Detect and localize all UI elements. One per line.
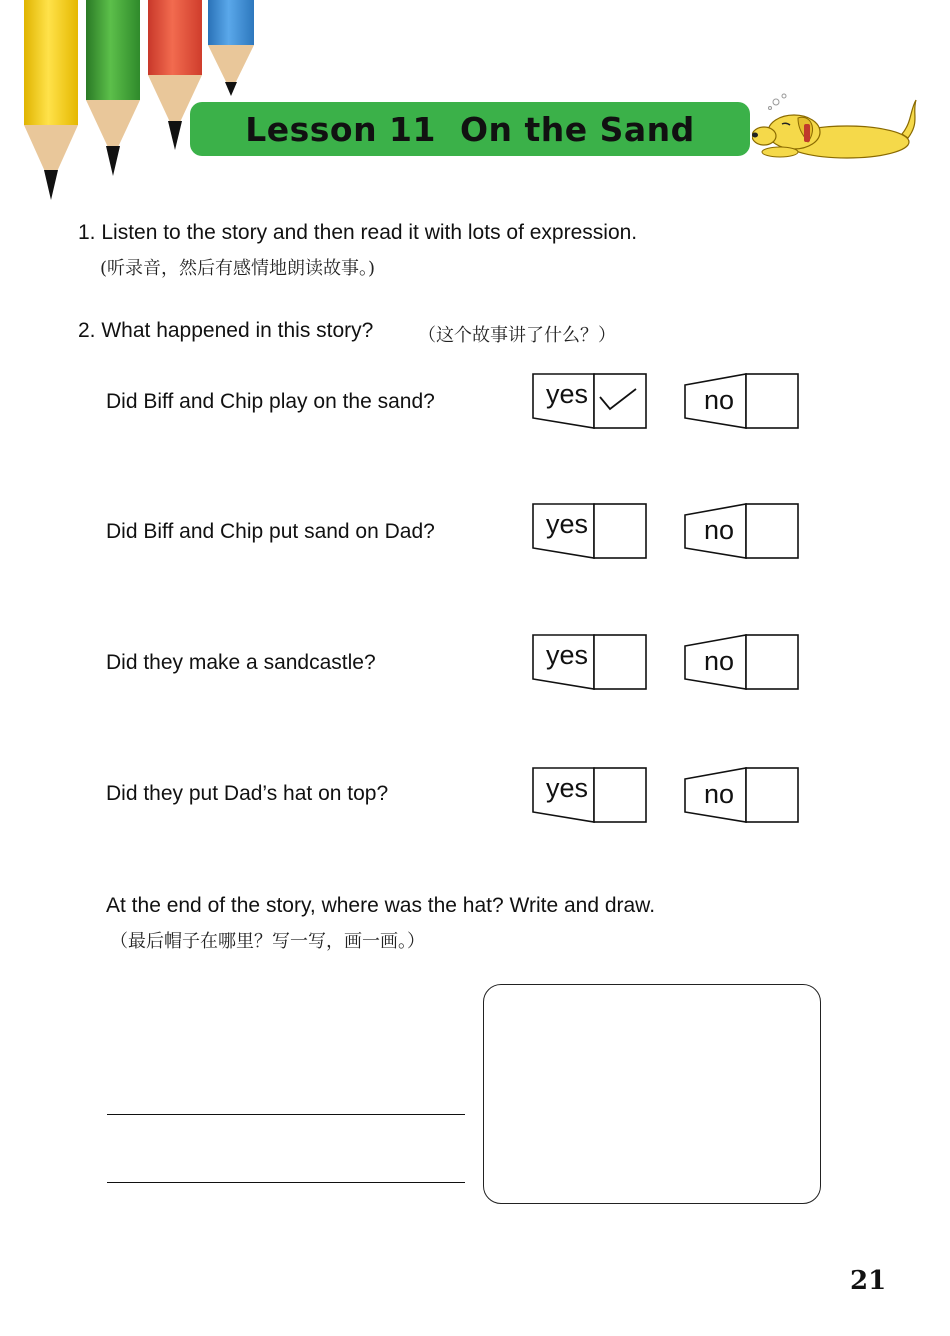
answer-writing-line[interactable]: [107, 1182, 465, 1183]
yes-label[interactable]: yes: [545, 773, 589, 803]
page-number: 21: [850, 1266, 887, 1296]
instruction-1: 1. Listen to the story and then read it with lots of expression.: [78, 221, 638, 244]
no-option: [684, 634, 800, 691]
instruction-2-translation: （这个故事讲了什么？）: [418, 325, 616, 346]
yes-checkbox[interactable]: [594, 503, 646, 558]
question-text: Did they make a sandcastle?: [106, 651, 376, 674]
yes-checkbox[interactable]: [594, 373, 646, 428]
lesson-title: Lesson 11 On the Sand: [245, 109, 695, 149]
no-label[interactable]: no: [703, 515, 735, 545]
no-label[interactable]: no: [703, 646, 735, 676]
no-checkbox[interactable]: [746, 767, 798, 822]
instruction-3-translation: （最后帽子在哪里？写一写，画一画。）: [110, 931, 425, 952]
yes-option: [532, 767, 648, 824]
answer-writing-line[interactable]: [107, 1114, 465, 1115]
checkmark-icon: [594, 373, 646, 428]
instruction-3: At the end of the story, where was the hat? Write and draw.: [106, 894, 656, 917]
no-checkbox[interactable]: [746, 634, 798, 689]
yes-label[interactable]: yes: [545, 640, 589, 670]
drawing-box[interactable]: [483, 984, 821, 1204]
instruction-1-translation: (听录音，然后有感情地朗读故事。): [100, 258, 376, 279]
yes-option: [532, 373, 648, 430]
pencil-icon: [86, 0, 140, 176]
yes-option: [532, 634, 648, 691]
yes-checkbox[interactable]: [594, 634, 646, 689]
title-banner: [190, 102, 750, 156]
yes-option: [532, 503, 648, 560]
yes-label[interactable]: yes: [545, 379, 589, 409]
question-text: Did Biff and Chip put sand on Dad?: [106, 520, 435, 543]
no-label[interactable]: no: [703, 779, 735, 809]
yes-label[interactable]: yes: [545, 509, 589, 539]
instruction-2: 2. What happened in this story?: [78, 319, 374, 342]
no-option: [684, 767, 800, 824]
dog-icon: [752, 92, 922, 162]
question-text: Did they put Dad’s hat on top?: [106, 782, 389, 805]
question-text: Did Biff and Chip play on the sand?: [106, 390, 435, 413]
no-checkbox[interactable]: [746, 373, 798, 428]
no-checkbox[interactable]: [746, 503, 798, 558]
yes-checkbox[interactable]: [594, 767, 646, 822]
pencil-icon: [208, 0, 254, 96]
pencil-icon: [24, 0, 78, 200]
no-option: [684, 373, 800, 430]
no-label[interactable]: no: [703, 385, 735, 415]
no-option: [684, 503, 800, 560]
